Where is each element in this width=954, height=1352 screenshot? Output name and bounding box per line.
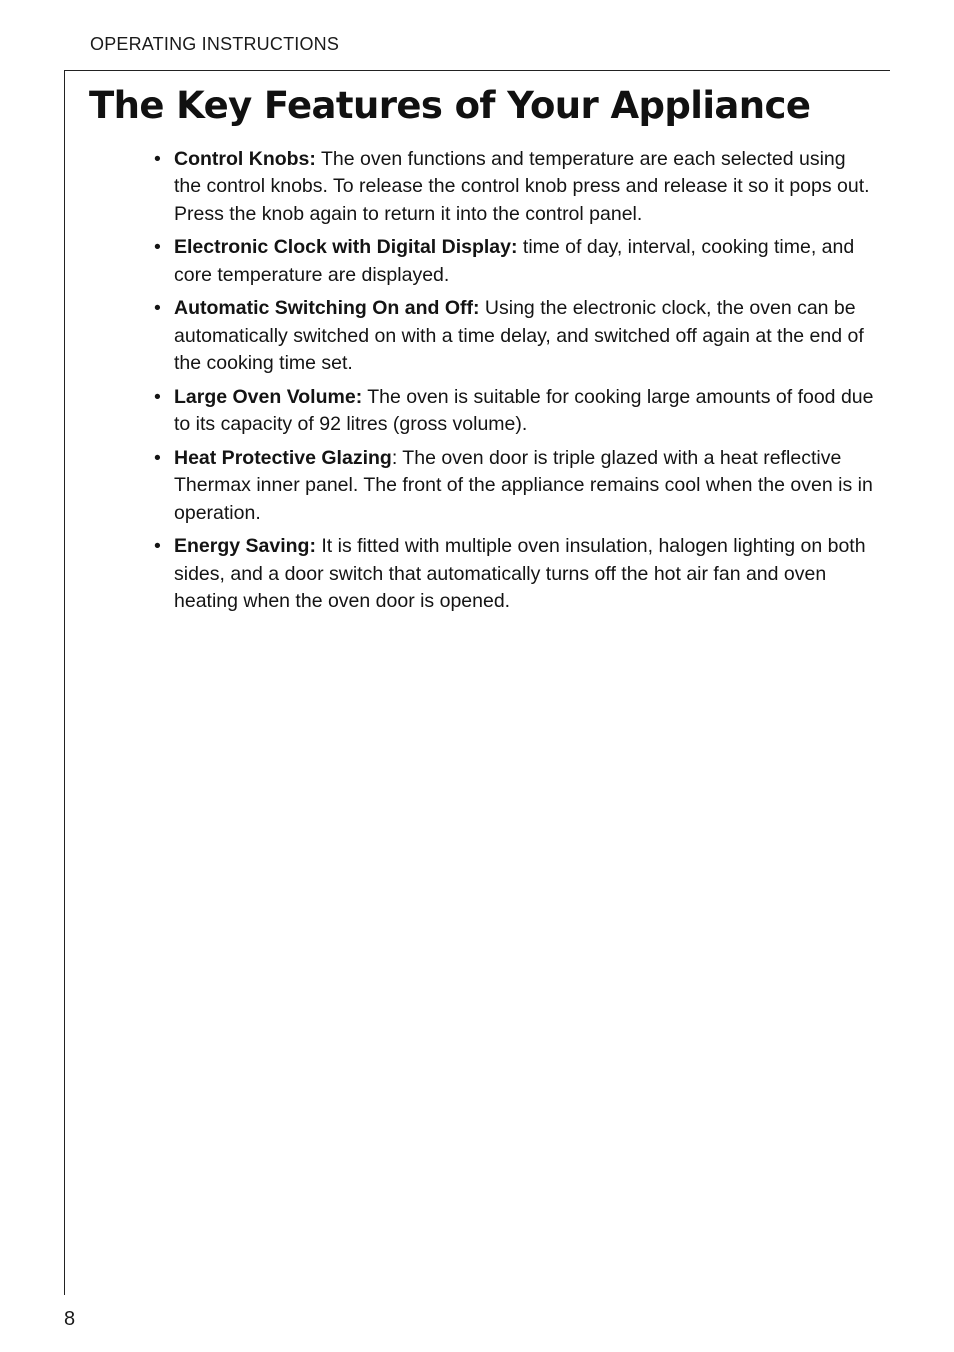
feature-description: : The oven door is triple glazed with a heat reflective Thermax inner panel. The front of the appliance remains cool when the oven is in operation. bbox=[174, 446, 873, 524]
bullet-icon: • bbox=[154, 236, 161, 259]
feature-description: The oven is suitable for cooking large amounts of food due to its capacity of 92 litres (gross volume). bbox=[174, 385, 874, 436]
feature-term: Energy Saving: bbox=[174, 535, 316, 558]
feature-term: Heat Protective Glazing bbox=[174, 446, 392, 469]
page-title: The Key Features of Your Appliance bbox=[89, 84, 811, 127]
bullet-icon: • bbox=[154, 535, 161, 558]
feature-description: It is fitted with multiple oven insulation, halogen lighting on both sides, and a door switch that automatically turns off the hot air fan and oven heating when the oven door is opened. bbox=[174, 535, 866, 612]
feature-list bbox=[154, 146, 874, 622]
feature-description: The oven functions and temperature are each selected using the control knobs. To release the control knob press and release it so it pops out. Press the knob again to return it into the control panel. bbox=[174, 148, 870, 225]
feature-item-energy-saving bbox=[154, 533, 874, 615]
feature-item-large-oven-volume bbox=[154, 384, 874, 439]
feature-description: Using the electronic clock, the oven can be automatically switched on with a time delay, and switched off again at the end of the cooking time set. bbox=[174, 297, 864, 375]
feature-term: Control Knobs: bbox=[174, 148, 316, 170]
feature-description: time of day, interval, cooking time, and core temperature are displayed. bbox=[174, 236, 855, 286]
running-header: OPERATING INSTRUCTIONS bbox=[90, 34, 340, 54]
bullet-icon: • bbox=[154, 446, 161, 469]
page-number: 8 bbox=[64, 1308, 76, 1330]
feature-item-heat-protective-glazing bbox=[154, 445, 874, 527]
margin-rule bbox=[64, 70, 65, 1295]
feature-term: Electronic Clock with Digital Display: bbox=[174, 236, 518, 259]
bullet-icon: • bbox=[154, 297, 161, 320]
feature-term: Large Oven Volume: bbox=[174, 385, 363, 408]
bullet-icon: • bbox=[154, 148, 161, 170]
header-rule bbox=[64, 70, 890, 71]
feature-item-automatic-switching bbox=[154, 295, 874, 377]
feature-item-electronic-clock bbox=[154, 234, 874, 289]
bullet-icon: • bbox=[154, 385, 161, 408]
feature-item-control-knobs bbox=[154, 146, 874, 228]
feature-term: Automatic Switching On and Off: bbox=[174, 297, 480, 320]
